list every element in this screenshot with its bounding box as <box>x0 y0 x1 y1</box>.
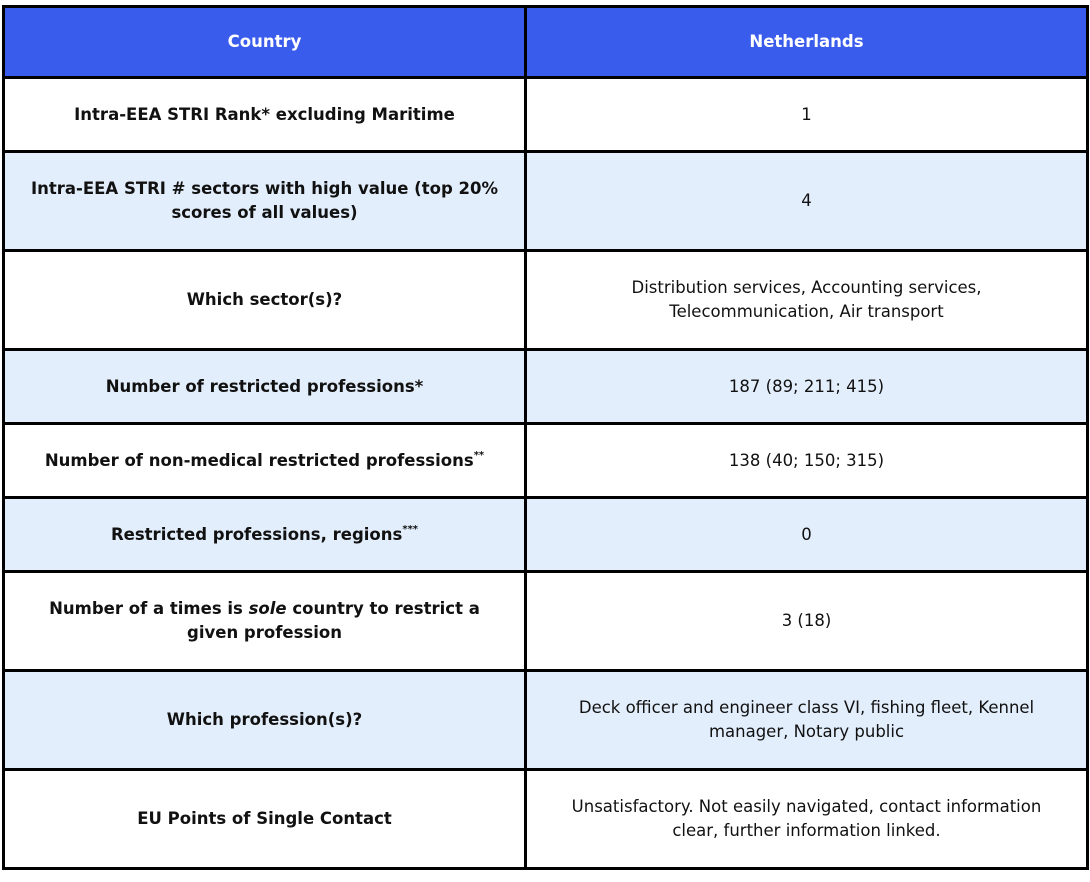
row-value-which-sectors: Distribution services, Accounting services, Telecommunication, Air transport <box>526 251 1088 350</box>
row-label-which-sectors: Which sector(s)? <box>4 251 526 350</box>
table-row <box>4 498 1088 572</box>
table-row <box>4 78 1088 152</box>
sole-label-italic: sole <box>248 599 287 618</box>
table-header-row <box>4 7 1088 78</box>
table-row <box>4 671 1088 770</box>
regions-footnote-mark: *** <box>402 523 419 535</box>
table-row <box>4 572 1088 671</box>
table-row <box>4 770 1088 869</box>
row-value-restricted-professions: 187 (89; 211; 415) <box>526 350 1088 424</box>
table-row <box>4 251 1088 350</box>
header-country: Country <box>4 7 526 78</box>
row-value-non-medical: 138 (40; 150; 315) <box>526 424 1088 498</box>
sole-label-after: country to restrict a given profession <box>187 599 480 642</box>
table-row <box>4 350 1088 424</box>
row-value-high-value-sectors: 4 <box>526 152 1088 251</box>
row-label-stri-rank: Intra-EEA STRI Rank* excluding Maritime <box>4 78 526 152</box>
table-row <box>4 152 1088 251</box>
row-value-regions: 0 <box>526 498 1088 572</box>
row-label-which-professions: Which profession(s)? <box>4 671 526 770</box>
row-label-sole-country <box>4 572 526 671</box>
regions-label-text: Restricted professions, regions <box>110 524 403 544</box>
table-row <box>4 424 1088 498</box>
header-netherlands: Netherlands <box>526 7 1088 78</box>
row-label-restricted-professions: Number of restricted professions* <box>4 350 526 424</box>
row-value-points-of-contact: Unsatisfactory. Not easily navigated, contact information clear, further information linked. <box>526 770 1088 869</box>
row-label-points-of-contact: EU Points of Single Contact <box>4 770 526 869</box>
comparison-table-wrapper <box>2 5 1086 870</box>
non-medical-label-text: Number of non-medical restricted professions <box>44 450 474 470</box>
row-label-high-value-sectors: Intra-EEA STRI # sectors with high value (top 20% scores of all values) <box>4 152 526 251</box>
row-label-regions <box>4 498 526 572</box>
country-comparison-table <box>2 5 1089 870</box>
row-value-which-professions: Deck officer and engineer class VI, fishing fleet, Kennel manager, Notary public <box>526 671 1088 770</box>
row-value-stri-rank: 1 <box>526 78 1088 152</box>
row-value-sole-country: 3 (18) <box>526 572 1088 671</box>
row-label-non-medical <box>4 424 526 498</box>
non-medical-footnote-mark: ** <box>473 449 485 461</box>
sole-label-before: Number of a times is <box>49 599 249 618</box>
